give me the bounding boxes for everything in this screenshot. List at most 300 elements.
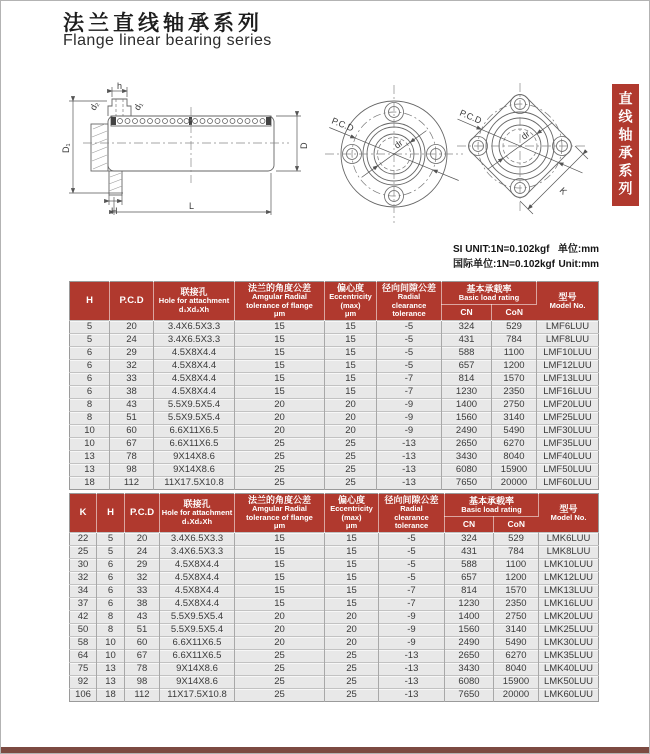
- table-cell: 8: [97, 623, 125, 636]
- col-header-angular: 法兰的角度公差 Amgular Radial tolerance of flange μm: [235, 494, 325, 533]
- table-lmf-body: [70, 320, 599, 489]
- table-cell: LMF16LUU: [537, 385, 599, 398]
- table-cell: 814: [442, 372, 492, 385]
- table-cell: 29: [110, 346, 154, 359]
- table-cell: 15: [325, 571, 379, 584]
- table-cell: 98: [110, 463, 154, 476]
- table-cell: 25: [325, 450, 377, 463]
- table-row: [70, 545, 599, 558]
- table-cell: 10: [97, 636, 125, 649]
- table-cell: 37: [70, 597, 97, 610]
- table-cell: 15: [235, 359, 325, 372]
- table-cell: 60: [110, 424, 154, 437]
- table-cell: 32: [125, 571, 160, 584]
- table-cell: 2490: [442, 424, 492, 437]
- table-cell: 1570: [494, 584, 539, 597]
- table-cell: 6.6X11X6.5: [154, 437, 235, 450]
- table-cell: 6270: [492, 437, 537, 450]
- table-cell: 32: [110, 359, 154, 372]
- col-header-pcd: P.C.D: [110, 282, 154, 321]
- table-cell: 10: [70, 424, 110, 437]
- col-header-model: 型号 Model No.: [537, 282, 599, 321]
- table-cell: 5.5X9.5X5.4: [160, 610, 235, 623]
- col-header-con: CoN: [492, 304, 537, 320]
- table-cell: 15: [235, 558, 325, 571]
- si-unit-label: SI UNIT:1N=0.102kgf: [453, 244, 550, 255]
- col-header-h: H: [70, 282, 110, 321]
- table-row: [70, 649, 599, 662]
- table-cell: -13: [379, 649, 445, 662]
- col-header-radial: 径向间隙公差 Radial clearance tolerance: [377, 282, 442, 321]
- table-cell: 1570: [492, 372, 537, 385]
- table-cell: 15: [325, 346, 377, 359]
- table-cell: 25: [325, 463, 377, 476]
- table-row: [70, 571, 599, 584]
- table-cell: 6.6X11X6.5: [160, 636, 235, 649]
- table-cell: 67: [110, 437, 154, 450]
- dim-D1-label: D₁: [61, 143, 71, 153]
- dr-round-label: dr: [392, 137, 405, 151]
- table-cell: 15: [325, 333, 377, 346]
- dim-d2-label: d₂: [87, 99, 101, 112]
- table-cell: 112: [125, 688, 160, 701]
- dr-square-label: dr: [519, 128, 532, 142]
- table-cell: -13: [379, 675, 445, 688]
- table-cell: LMK35LUU: [539, 649, 599, 662]
- table-row: [70, 437, 599, 450]
- table-cell: 8040: [492, 450, 537, 463]
- table-cell: LMK40LUU: [539, 662, 599, 675]
- table-cell: -7: [379, 584, 445, 597]
- table-cell: -13: [377, 437, 442, 450]
- table-cell: 11X17.5X10.8: [160, 688, 235, 701]
- table-cell: 1100: [494, 558, 539, 571]
- table-cell: 20: [235, 610, 325, 623]
- table-cell: 1200: [492, 359, 537, 372]
- table-cell: LMK13LUU: [539, 584, 599, 597]
- page-title-en: Flange linear bearing series: [63, 32, 272, 49]
- table-cell: 5: [97, 532, 125, 545]
- table-cell: LMF35LUU: [537, 437, 599, 450]
- table-cell: 20: [235, 623, 325, 636]
- table-cell: 1400: [445, 610, 494, 623]
- table-cell: 6: [70, 346, 110, 359]
- table-cell: 324: [442, 320, 492, 333]
- table-cell: 18: [97, 688, 125, 701]
- col-header-k: K: [70, 494, 97, 533]
- dim-h-label: h: [117, 81, 123, 91]
- col-header-model: 型号 Model No.: [539, 494, 599, 533]
- table-cell: 8: [70, 411, 110, 424]
- col-header-h: H: [97, 494, 125, 533]
- table-cell: 25: [70, 545, 97, 558]
- table-cell: 8040: [494, 662, 539, 675]
- table-cell: 15: [325, 597, 379, 610]
- table-cell: 4.5X8X4.4: [160, 571, 235, 584]
- table-cell: 5: [70, 333, 110, 346]
- col-header-cn: CN: [445, 516, 494, 532]
- table-cell: -5: [379, 558, 445, 571]
- table-cell: 24: [125, 545, 160, 558]
- table-cell: 51: [125, 623, 160, 636]
- table-cell: 9X14X8.6: [160, 662, 235, 675]
- table-cell: LMF30LUU: [537, 424, 599, 437]
- table-cell: 1560: [442, 411, 492, 424]
- table-cell: 13: [97, 675, 125, 688]
- unit-note: [453, 242, 599, 272]
- table-cell: LMK10LUU: [539, 558, 599, 571]
- table-row: [70, 463, 599, 476]
- table-lmf: [69, 281, 599, 490]
- table-cell: 15: [235, 571, 325, 584]
- table-cell: 15: [325, 372, 377, 385]
- table-cell: -13: [377, 450, 442, 463]
- table-cell: -9: [377, 424, 442, 437]
- table-cell: 1230: [445, 597, 494, 610]
- table-cell: LMF6LUU: [537, 320, 599, 333]
- table-cell: 15: [235, 532, 325, 545]
- table-lmk-body: [70, 532, 599, 701]
- table-cell: 20: [325, 411, 377, 424]
- table-cell: 4.5X8X4.4: [154, 346, 235, 359]
- table-cell: LMK50LUU: [539, 675, 599, 688]
- table-cell: -5: [377, 320, 442, 333]
- table-cell: 64: [70, 649, 97, 662]
- table-cell: 814: [445, 584, 494, 597]
- table-cell: 50: [70, 623, 97, 636]
- table-cell: 4.5X8X4.4: [160, 558, 235, 571]
- table-cell: 1230: [442, 385, 492, 398]
- table-cell: 78: [110, 450, 154, 463]
- table-cell: 6.6X11X6.5: [160, 649, 235, 662]
- intl-unit-label: 国际单位:1N=0.102kgf: [453, 259, 555, 270]
- table-cell: LMF50LUU: [537, 463, 599, 476]
- table-cell: 3.4X6.5X3.3: [160, 532, 235, 545]
- table-cell: 6: [97, 597, 125, 610]
- col-header-hole: 联接孔 Hole for attachment d₁Xd₂Xh: [160, 494, 235, 533]
- table-cell: 15: [325, 359, 377, 372]
- table-cell: 6080: [442, 463, 492, 476]
- table-cell: 8: [97, 610, 125, 623]
- table-row: [70, 333, 599, 346]
- table-cell: 8: [70, 398, 110, 411]
- table-cell: 106: [70, 688, 97, 701]
- col-header-pcd: P.C.D: [125, 494, 160, 533]
- table-cell: 588: [445, 558, 494, 571]
- footer-bar: [1, 747, 649, 753]
- table-cell: -13: [379, 662, 445, 675]
- table-cell: 784: [492, 333, 537, 346]
- table-cell: -9: [379, 623, 445, 636]
- table-cell: -5: [377, 359, 442, 372]
- dim-d1-label: d₁: [131, 100, 145, 112]
- table-cell: 20000: [492, 476, 537, 489]
- table-cell: 25: [235, 476, 325, 489]
- side-tab-label: 直线轴承系列: [617, 91, 634, 199]
- side-tab-linear-bearing-series: [612, 84, 639, 206]
- table-cell: 2350: [492, 385, 537, 398]
- col-header-load-rating: 基本承载率 Basic load rating: [442, 282, 537, 305]
- table-cell: 112: [110, 476, 154, 489]
- table-cell: -13: [379, 688, 445, 701]
- table-cell: 2750: [494, 610, 539, 623]
- table-cell: 34: [70, 584, 97, 597]
- table-cell: -13: [377, 463, 442, 476]
- table-cell: -5: [377, 346, 442, 359]
- table-cell: 58: [70, 636, 97, 649]
- table-cell: 15: [235, 584, 325, 597]
- table-cell: 42: [70, 610, 97, 623]
- table-row: [70, 398, 599, 411]
- table-cell: 15: [235, 597, 325, 610]
- table-row: [70, 558, 599, 571]
- table-cell: 5490: [494, 636, 539, 649]
- table-cell: 20: [235, 636, 325, 649]
- drawing-side-view: [57, 81, 309, 221]
- table-cell: -13: [377, 476, 442, 489]
- table-cell: 11X17.5X10.8: [154, 476, 235, 489]
- table-cell: -5: [379, 545, 445, 558]
- table-row: [70, 359, 599, 372]
- table-cell: 4.5X8X4.4: [160, 584, 235, 597]
- table-cell: 20000: [494, 688, 539, 701]
- table-cell: 43: [110, 398, 154, 411]
- table-cell: 92: [70, 675, 97, 688]
- table-cell: 75: [70, 662, 97, 675]
- table-cell: 38: [110, 385, 154, 398]
- table-row: [70, 346, 599, 359]
- table-cell: 25: [235, 662, 325, 675]
- table-cell: 15: [235, 333, 325, 346]
- table-cell: 98: [125, 675, 160, 688]
- table-cell: 9X14X8.6: [160, 675, 235, 688]
- table-cell: 5.5X9.5X5.4: [154, 411, 235, 424]
- pcd-square-label: P.C.D: [458, 107, 484, 126]
- table-cell: 25: [235, 649, 325, 662]
- table-cell: 3430: [442, 450, 492, 463]
- table-cell: 588: [442, 346, 492, 359]
- table-cell: 20: [125, 532, 160, 545]
- table-cell: 43: [125, 610, 160, 623]
- table-row: [70, 532, 599, 545]
- table-cell: 30: [70, 558, 97, 571]
- table-row: [70, 424, 599, 437]
- table-cell: 6270: [494, 649, 539, 662]
- table-cell: 6: [97, 558, 125, 571]
- table-cell: 6080: [445, 675, 494, 688]
- table-cell: LMF10LUU: [537, 346, 599, 359]
- table-cell: 4.5X8X4.4: [154, 385, 235, 398]
- table-cell: 5490: [492, 424, 537, 437]
- table-cell: 33: [125, 584, 160, 597]
- table-cell: 25: [325, 662, 379, 675]
- col-header-eccentricity: 偏心度 Eccentricity (max) μm: [325, 494, 379, 533]
- table-cell: 3140: [494, 623, 539, 636]
- table-cell: 20: [325, 636, 379, 649]
- table-cell: 20: [325, 398, 377, 411]
- table-row: [70, 636, 599, 649]
- table-cell: 15: [235, 320, 325, 333]
- table-cell: 15900: [494, 675, 539, 688]
- table-cell: -9: [377, 398, 442, 411]
- col-header-cn: CN: [442, 304, 492, 320]
- table-cell: 25: [235, 437, 325, 450]
- dim-D-label: D: [299, 142, 309, 149]
- table-cell: 15: [325, 558, 379, 571]
- intl-unit-mm: Unit:mm: [558, 259, 599, 270]
- table-cell: 3430: [445, 662, 494, 675]
- dim-L-label: L: [189, 201, 195, 211]
- table-cell: -9: [377, 411, 442, 424]
- table-cell: 5: [97, 545, 125, 558]
- table-cell: 4.5X8X4.4: [154, 359, 235, 372]
- table-cell: 15: [325, 545, 379, 558]
- drawing-round-flange: [319, 81, 474, 231]
- table-cell: 324: [445, 532, 494, 545]
- table-cell: 15: [235, 346, 325, 359]
- table-cell: -7: [379, 597, 445, 610]
- table-cell: 3.4X6.5X3.3: [154, 320, 235, 333]
- table-cell: -5: [379, 571, 445, 584]
- table-cell: 6: [70, 385, 110, 398]
- table-cell: 25: [235, 463, 325, 476]
- table-cell: 2350: [494, 597, 539, 610]
- col-header-angular: 法兰的角度公差 Amgular Radial tolerance of flange μm: [235, 282, 325, 321]
- table-cell: 20: [325, 424, 377, 437]
- dim-K-label: K: [557, 185, 569, 197]
- table-row: [70, 411, 599, 424]
- table-cell: 4.5X8X4.4: [160, 597, 235, 610]
- table-cell: 32: [70, 571, 97, 584]
- table-cell: LMK6LUU: [539, 532, 599, 545]
- table-cell: -5: [379, 532, 445, 545]
- table-cell: 784: [494, 545, 539, 558]
- table-cell: 5.5X9.5X5.4: [160, 623, 235, 636]
- table-row: [70, 662, 599, 675]
- table-cell: LMF60LUU: [537, 476, 599, 489]
- table-cell: 6: [70, 372, 110, 385]
- table-cell: 15: [325, 385, 377, 398]
- table-cell: 1100: [492, 346, 537, 359]
- table-cell: 15: [235, 545, 325, 558]
- table-cell: 6: [97, 571, 125, 584]
- table-cell: 15900: [492, 463, 537, 476]
- table-cell: LMK25LUU: [539, 623, 599, 636]
- table-row: [70, 597, 599, 610]
- table-lmk: [69, 493, 599, 702]
- table-row: [70, 584, 599, 597]
- table-cell: LMK60LUU: [539, 688, 599, 701]
- table-cell: LMF20LUU: [537, 398, 599, 411]
- drawing-square-flange: [453, 79, 605, 231]
- table-cell: 657: [442, 359, 492, 372]
- table-cell: 20: [235, 398, 325, 411]
- table-cell: 5: [70, 320, 110, 333]
- table-cell: 3140: [492, 411, 537, 424]
- table-cell: LMF40LUU: [537, 450, 599, 463]
- table-cell: 25: [325, 437, 377, 450]
- table-cell: LMF25LUU: [537, 411, 599, 424]
- dim-H-label: H: [111, 206, 118, 216]
- table-cell: 10: [97, 649, 125, 662]
- table-cell: 529: [492, 320, 537, 333]
- table-cell: 18: [70, 476, 110, 489]
- table-cell: 6: [70, 359, 110, 372]
- table-cell: 2650: [442, 437, 492, 450]
- table-cell: 38: [125, 597, 160, 610]
- table-cell: 15: [325, 320, 377, 333]
- table-row: [70, 688, 599, 701]
- table-row: [70, 476, 599, 489]
- table-cell: 9X14X8.6: [154, 463, 235, 476]
- table-cell: 4.5X8X4.4: [154, 372, 235, 385]
- table-cell: 13: [70, 450, 110, 463]
- table-cell: LMF8LUU: [537, 333, 599, 346]
- table-cell: 33: [110, 372, 154, 385]
- table-cell: -7: [377, 372, 442, 385]
- table-cell: 431: [442, 333, 492, 346]
- table-cell: 1400: [442, 398, 492, 411]
- table-cell: 51: [110, 411, 154, 424]
- table-cell: 657: [445, 571, 494, 584]
- table-cell: 15: [235, 372, 325, 385]
- table-cell: 3.4X6.5X3.3: [154, 333, 235, 346]
- table-cell: 7650: [445, 688, 494, 701]
- table-cell: 20: [325, 623, 379, 636]
- table-row: [70, 385, 599, 398]
- table-cell: LMK8LUU: [539, 545, 599, 558]
- page-title-zh: 法兰直线轴承系列: [63, 12, 263, 35]
- table-cell: -7: [377, 385, 442, 398]
- table-cell: 15: [235, 385, 325, 398]
- pcd-round-label: P.C.D: [330, 115, 356, 134]
- table-cell: LMF12LUU: [537, 359, 599, 372]
- table-cell: -9: [379, 636, 445, 649]
- table-cell: 25: [235, 675, 325, 688]
- table-cell: 5.5X9.5X5.4: [154, 398, 235, 411]
- table-cell: LMK12LUU: [539, 571, 599, 584]
- table-cell: 1560: [445, 623, 494, 636]
- col-header-radial: 径向间隙公差 Radial clearance tolerance: [379, 494, 445, 533]
- table-cell: 25: [325, 688, 379, 701]
- table-cell: 24: [110, 333, 154, 346]
- table-cell: 6: [97, 584, 125, 597]
- table-row: [70, 623, 599, 636]
- table-cell: LMF13LUU: [537, 372, 599, 385]
- table-cell: 10: [70, 437, 110, 450]
- table-row: [70, 320, 599, 333]
- table-cell: 29: [125, 558, 160, 571]
- table-cell: -5: [377, 333, 442, 346]
- table-cell: 3.4X6.5X3.3: [160, 545, 235, 558]
- col-header-hole: 联接孔 Hole for attachment d₁Xd₂Xh: [154, 282, 235, 321]
- table-cell: 20: [235, 424, 325, 437]
- table-cell: 78: [125, 662, 160, 675]
- si-unit-mm: 单位:mm: [557, 244, 599, 255]
- table-row: [70, 675, 599, 688]
- table-cell: 15: [325, 584, 379, 597]
- table-cell: 2750: [492, 398, 537, 411]
- table-row: [70, 610, 599, 623]
- table-cell: 2490: [445, 636, 494, 649]
- table-cell: 15: [325, 532, 379, 545]
- table-cell: 6.6X11X6.5: [154, 424, 235, 437]
- table-cell: 529: [494, 532, 539, 545]
- table-cell: LMK30LUU: [539, 636, 599, 649]
- table-cell: 25: [325, 649, 379, 662]
- table-cell: 67: [125, 649, 160, 662]
- table-cell: 20: [235, 411, 325, 424]
